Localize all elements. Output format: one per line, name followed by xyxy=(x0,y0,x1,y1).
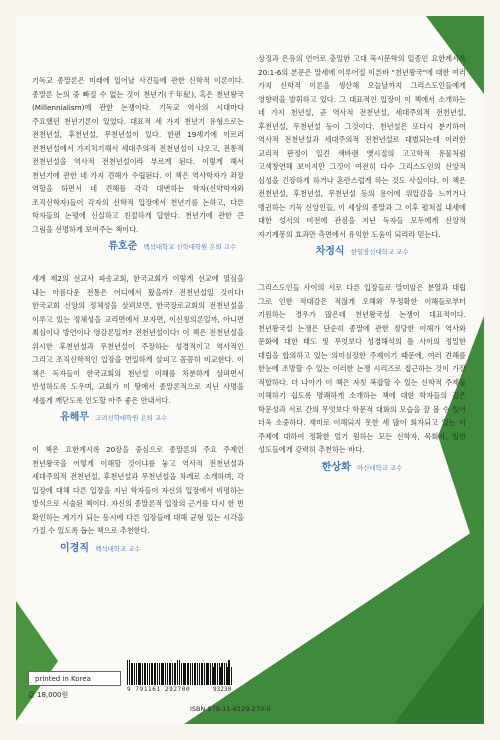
barcode-bar xyxy=(190,663,191,685)
barcode-bar xyxy=(127,660,128,685)
review-1 xyxy=(32,74,244,254)
barcode-bar xyxy=(165,663,166,685)
barcode-bar xyxy=(206,663,209,685)
barcode-bar xyxy=(204,663,205,685)
barcode-bar xyxy=(199,663,200,685)
isbn-text: ISBN 979-11-6129-270-0 xyxy=(190,705,271,713)
addon-barcode xyxy=(210,663,240,685)
barcode-bar xyxy=(149,663,150,685)
review-5 xyxy=(258,281,466,475)
addon-number: 93230 xyxy=(213,686,232,693)
barcode-bar xyxy=(183,663,186,685)
reviewer-signature xyxy=(32,542,244,556)
review-4 xyxy=(258,52,466,259)
barcode-bar xyxy=(181,663,182,685)
barcode-bar xyxy=(138,663,141,685)
addon-bar xyxy=(226,667,228,685)
barcode-bar xyxy=(147,663,148,685)
barcode-bar xyxy=(159,663,160,685)
barcode-bar xyxy=(187,663,189,685)
reviewer-name: 차정식 xyxy=(315,246,345,257)
barcode-number: 9 791161 292700 xyxy=(127,686,191,693)
reviewer-name: 한상화 xyxy=(321,461,351,473)
barcode-bar xyxy=(144,663,146,685)
barcode-bar xyxy=(142,663,143,685)
barcode-bar xyxy=(154,663,156,685)
reviewer-name: 이경직 xyxy=(60,542,89,554)
addon-bar xyxy=(217,667,218,685)
reviewer-affiliation: 한일장신대학교 교수 xyxy=(350,248,409,256)
review-text: 기독교 종말론은 미래에 일어날 사건들에 관한 신학적 이론이다. 종말론 논의 중 빠질 수 없는 것이 천년기(千年紀), 혹은 천년왕국(Millennialism)에 관한 논쟁이다. 기독교 역사의 시대마다 주요했던 천년기론이 있었다. 대표적 세 가지 천년기 유형으로는 전천년설, 후천년설, 무천년설이 있다. 한편 19세기에 이르러 전천년설에서 가지치기해서 세대주의적 전천년설이 나오고, 전통적 전천년설을 역사적 전천년설이라 부르게 된다. 이렇게 해서 천년기에 관한 네 가지 견해가 수립된다. 이 책은 역사학자가 좌장 역할을 하면서 네 견해를 각각 대변하는 학자(신약학자와 조직신학자)들이 각자의 신학적 입장에서 천년기를 논하고, 다른 학자들의 논평에 신실하고 친절하게 답한다. 천년기에 관한 큰 그림을 선명하게 보여주는 책이다. xyxy=(32,76,244,234)
reviewer-affiliation: 백석대학교 신학대학원 은퇴 교수 xyxy=(143,243,236,251)
addon-bar xyxy=(231,667,232,685)
barcode-bar xyxy=(129,660,130,685)
reviewer-affiliation: 백석대학교 교수 xyxy=(95,544,141,553)
addon-bar xyxy=(215,667,216,685)
addon-bar xyxy=(224,667,225,685)
barcode-bar xyxy=(177,660,178,685)
addon-bar xyxy=(219,667,221,685)
decorative-triangle-left xyxy=(16,601,58,721)
addon-bar xyxy=(222,667,223,685)
addon-bar xyxy=(210,667,211,685)
barcode-bar xyxy=(134,663,135,685)
reviewer-signature xyxy=(258,461,466,475)
reviewer-affiliation: 고려신학대학원 은퇴 교수 xyxy=(95,414,168,422)
review-2 xyxy=(32,272,244,425)
barcode-bar xyxy=(192,663,193,685)
barcode-bar xyxy=(161,663,164,685)
barcode-bar xyxy=(151,663,153,685)
left-column xyxy=(32,74,244,574)
review-text: 세계 제2의 선교사 파송교회, 한국교회가 이렇게 선교에 열심을 내는 아름다운 전통은 어디에서 왔을까? 전천년설일 것이다! 한국교회 신앙의 정체성을 살펴보면, 한국장로교회의 전천년설을 이루고 있는 정체성을 교리면에서 보자면, 이신칭의론일까, 아니면 최심이나 방언이나 영감론일까? 전천년설이다! 이 책은 전천년설을 위시한 후천년설과 무천년설이 주장하는 성경적이고 역사적인 그리고 조직신학적인 입장을 면밀하게 살피고 꼼꼼히 비교한다. 이 책은 독자들이 한국교회의 천년설 이해를 차분하게 살펴면서 반성하도록 도우며, 교회가 이 땅에서 종말론적으로 지닌 사명을 새롭게 깨닫도록 인도할 아주 좋은 안내서다. xyxy=(32,274,244,405)
review-3 xyxy=(32,443,244,556)
reviewer-signature xyxy=(258,245,466,259)
addon-bar xyxy=(212,667,214,685)
price: 값 18,000원 xyxy=(28,691,69,699)
right-column xyxy=(258,52,466,493)
reviewer-name: 유해무 xyxy=(60,412,89,423)
barcode-bar xyxy=(201,663,203,685)
barcode-bar xyxy=(136,663,137,685)
barcode-bar xyxy=(174,663,176,685)
barcode-bar xyxy=(179,660,180,685)
barcode-bar xyxy=(172,663,173,685)
printed-in-label: printed in Korea xyxy=(28,671,121,686)
barcode-bar xyxy=(157,663,158,685)
review-text: 이 책은 요한계시록 20장을 중심으로 종말론의 주요 주제인 천년왕국을 어떻게 이해할 것이냐를 놓고 역사적 전천년설과 세대주의적 전천년설, 후천년설과 무천년설을 차례로 소개하며, 각 입장에 대해 다른 입장을 지닌 학자들이 자신의 입장에서 비평하는 방식으로 서술된 책이다. 자신의 종말론적 입장의 근거를 다시 한 번 확인하는 계기가 되는 동시에 다른 입장들에 대해 균형 있는 시각을 가질 수 있도록 돕는 책으로 추천한다. xyxy=(32,445,244,535)
addon-bar xyxy=(229,667,230,685)
barcode-bar xyxy=(197,663,198,685)
reviewer-signature xyxy=(32,411,244,425)
reviewer-name: 류호준 xyxy=(108,241,138,252)
decorative-triangle-bottom-corner xyxy=(394,604,484,724)
barcode-bar xyxy=(169,663,171,685)
review-text: 그리스도인들 사이의 서로 다른 입장들로 말미암은 분열과 대립 그로 인한 적대감은 적잖게 오해와 무정확한 이해들로부터 기원하는 경우가 많은데 천년왕국설 논쟁이 대표적이다. 천년왕국설 논쟁은 단순히 종말에 관한 정당한 이해가 역사와 문화에 대한 태도 및 무엇보다 성경해석의 틀 사이의 정밀한 대립을 합의하고 있는 의미심장한 주제이기 때문에, 여러 견해를 한눈에 조망할 수 있는 이러한 논쟁 시리즈로 접근하는 것이 가장 적합하다. 더 나아가 이 책은 자칫 복잡할 수 있는 신학적 주제들 이해하기 쉽도록 명쾌하게 소개하는 책에 대한 학자들의 깊은 학문성과 서로 간의 무엇보다 학문적 대화의 모습을 잘 볼 수 있어 더욱 소중하다. 재미로 이해되지 못한 세 많이 회자되고 있는 이 주제에 대하여 정확한 얼기 원하는 모든 신학자, 목회자, 일반 성도들에게 강력히 추천하는 바다. xyxy=(258,283,466,454)
barcode-bar xyxy=(167,663,168,685)
review-text: 상징과 은유의 언어로 충일한 고대 묵시문학의 일종인 요한계시록 20:1-6의 본문은 말세에 이루어질 이른바 "천년왕국"에 대한 여러 가지 신학적 이론을 생산해 오늘날까지 그리스도인들에게 영향력을 발휘하고 있다. 그 대표적인 입장이 이 책에서 소개하는 네 가지 천년설, 곧 역사적 전천년설, 세대주의적 전천년설, 후천년설, 무천년설 등이 그것이다. 천년설은 또다시 분기하여 역사적 전천년설과 세대주의적 전천년설로 대별되는데 이러한 교리적 판정이 일견 색바랜 옛시절의 고고학적 유물처럼 고색창연해 보이지만 그것이 여전히 다수 그리스도인의 신앙적 심성을 긴장하게 하거나 혼란스럽게 하는 것도 사실이다. 이 책은 전천년설, 후천년설, 무천년설 등의 용어에 위압감을 느끼거나 맹귄하는 기독 신앙인들, 이 세상의 종말과 그 이후 펼쳐질 내세에 대한 성서의 비전에 관심을 지닌 독자들 모두에게 신앙적 자기계몽의 효과만 측면에서 유익한 도움이 되리라 믿는다. xyxy=(258,54,466,239)
reviewer-affiliation: 아신대학교 교수 xyxy=(356,463,403,472)
reviewer-signature xyxy=(32,240,244,254)
barcode-bar xyxy=(194,663,196,685)
barcode-bar xyxy=(131,663,133,685)
